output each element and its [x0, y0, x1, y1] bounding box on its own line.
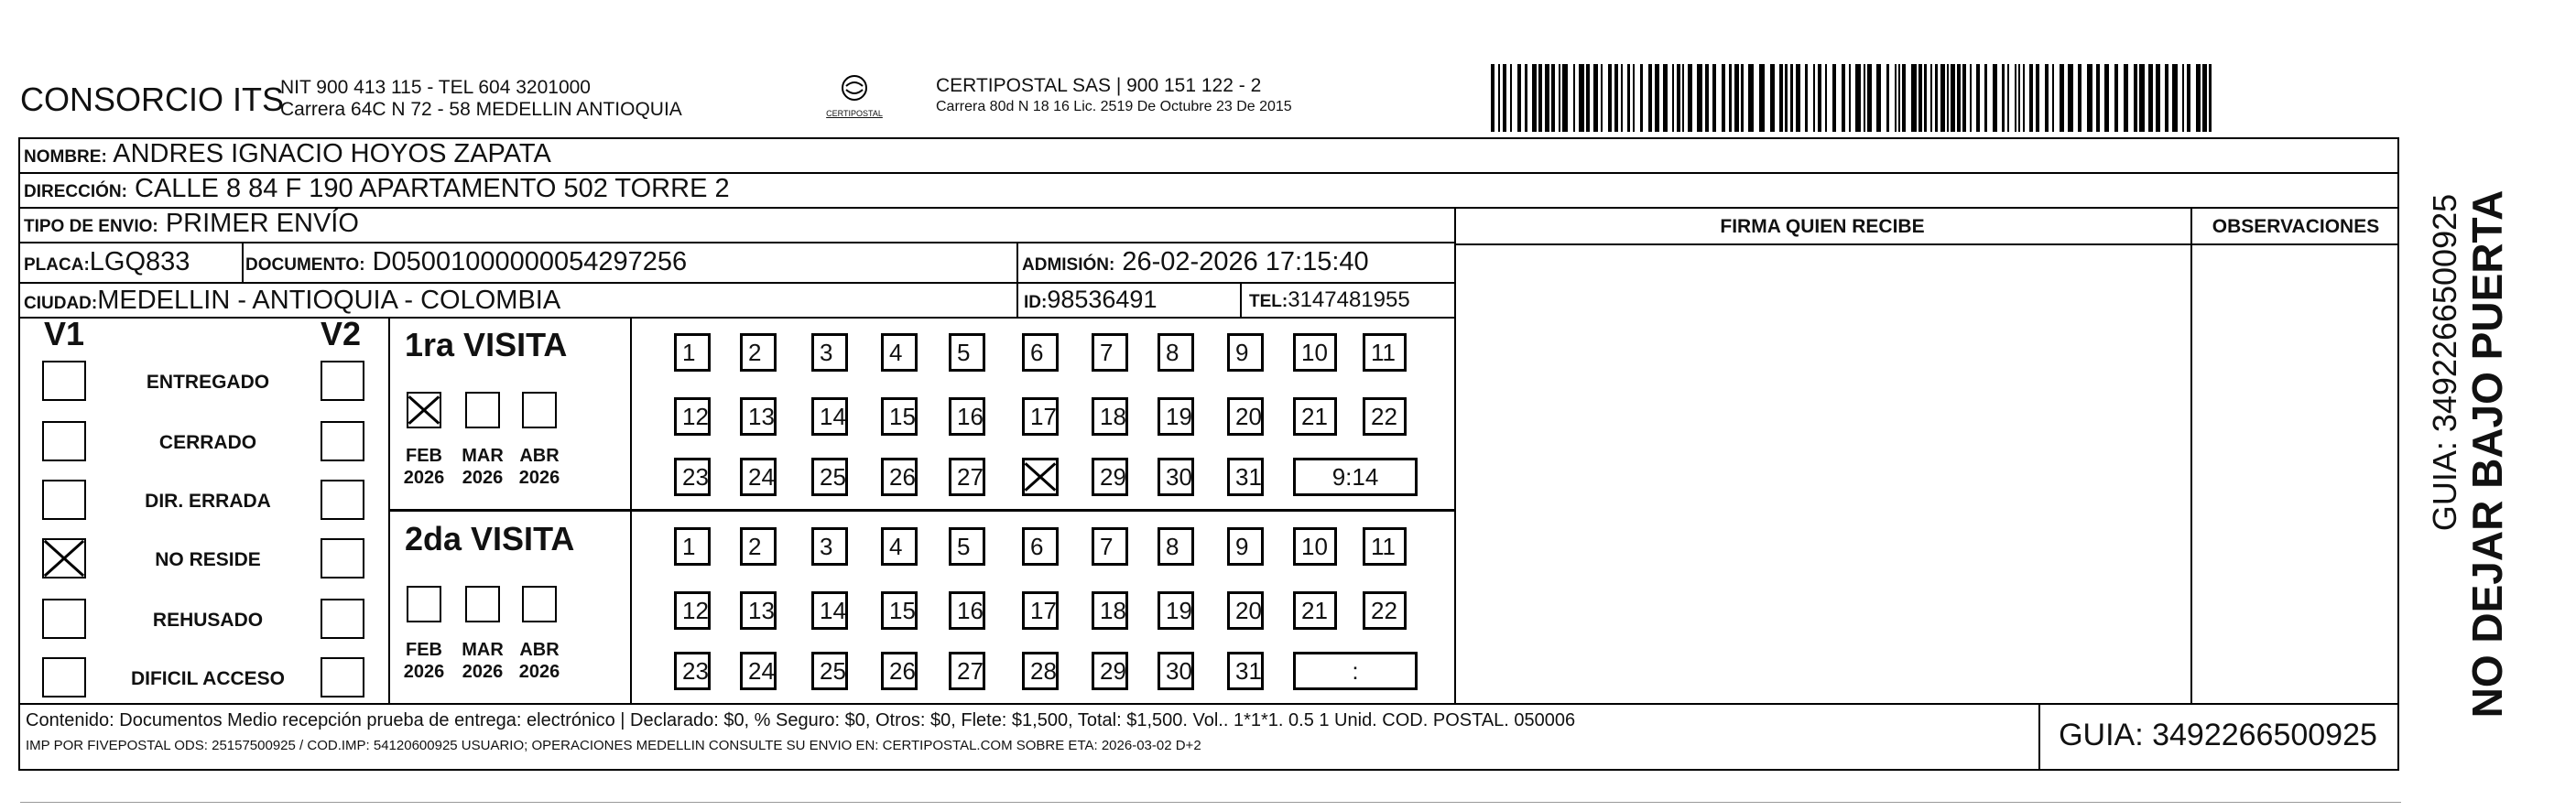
- month-name: MAR: [462, 446, 504, 466]
- barcode-bar: [1779, 64, 1783, 132]
- placa-value: LGQ833: [89, 247, 190, 276]
- status-label: CERRADO: [158, 432, 257, 453]
- barcode-bar: [1855, 64, 1861, 132]
- barcode-bar: [1895, 64, 1897, 132]
- barcode-bar: [1911, 64, 1917, 132]
- day-box[interactable]: [1022, 458, 1059, 496]
- barcode-bar: [2187, 64, 2190, 132]
- barcode-bar: [1593, 64, 1598, 132]
- barcode-bar: [1705, 64, 1709, 132]
- barcode-bar: [1640, 64, 1643, 132]
- barcode-bar: [1562, 64, 1568, 132]
- day-box[interactable]: 11: [1363, 333, 1407, 372]
- day-box[interactable]: 18: [1092, 591, 1128, 630]
- visit-divider: [388, 509, 1454, 512]
- day-box[interactable]: 23: [674, 458, 711, 496]
- barcode-bar: [1832, 64, 1836, 132]
- barcode-bar: [2182, 64, 2184, 132]
- v2-checkbox[interactable]: [321, 480, 364, 520]
- barcode-bar: [1864, 64, 1865, 132]
- barcode-bar: [1559, 64, 1560, 132]
- day-box[interactable]: 19: [1158, 591, 1194, 630]
- barcode-bar: [2209, 64, 2212, 132]
- row-placa: PLACA:LGQ833 DOCUMENTO: D05001000000054297256 ADMISIÓN: 26-02-2026 17:15:40: [20, 243, 1456, 284]
- month-name: FEB: [406, 640, 442, 660]
- day-box[interactable]: 3: [811, 333, 848, 372]
- barcode-bar: [2114, 64, 2118, 132]
- day-box[interactable]: 5: [949, 333, 985, 372]
- day-box[interactable]: 28: [1022, 652, 1059, 690]
- day-box[interactable]: 21: [1293, 397, 1337, 436]
- month-name: ABR: [519, 640, 560, 660]
- company-info: [280, 77, 682, 121]
- barcode-bar: [1785, 64, 1788, 132]
- status-label: DIFICIL ACCESO: [130, 668, 285, 689]
- day-box[interactable]: 25: [811, 652, 848, 690]
- id-value: 98536491: [1047, 286, 1158, 313]
- day-box[interactable]: 15: [881, 397, 918, 436]
- day-box[interactable]: 29: [1092, 458, 1128, 496]
- day-box[interactable]: 29: [1092, 652, 1128, 690]
- barcode-bar: [1545, 64, 1549, 132]
- barcode-bar: [1790, 64, 1793, 132]
- barcode-bar: [1573, 64, 1575, 132]
- month-name: ABR: [519, 446, 560, 466]
- barcode-bar: [1993, 64, 1997, 132]
- month-name: FEB: [406, 446, 442, 466]
- day-box[interactable]: 17: [1022, 591, 1059, 630]
- barcode-bar: [1601, 64, 1603, 132]
- day-box[interactable]: 4: [881, 333, 918, 372]
- barcode-bar: [1663, 64, 1668, 132]
- day-box[interactable]: 21: [1293, 591, 1337, 630]
- day-box[interactable]: 5: [949, 527, 985, 566]
- certipostal-info: [936, 75, 1292, 117]
- status-label: REHUSADO: [152, 610, 264, 631]
- barcode-bar: [1608, 64, 1612, 132]
- row-nombre: NOMBRE: ANDRES IGNACIO HOYOS ZAPATA: [20, 139, 2399, 174]
- day-box[interactable]: 19: [1158, 397, 1194, 436]
- month-label: [455, 445, 510, 489]
- month-label: [512, 445, 567, 489]
- day-box[interactable]: 31: [1227, 458, 1264, 496]
- barcode-bar: [2060, 64, 2064, 132]
- barcode-bar: [1902, 64, 1906, 132]
- day-box[interactable]: 7: [1092, 333, 1128, 372]
- barcode-bar: [1849, 64, 1851, 132]
- day-box[interactable]: 20: [1227, 397, 1264, 436]
- barcode-bar: [1842, 64, 1845, 132]
- barcode-bar: [2018, 64, 2020, 132]
- barcode-bar: [1805, 64, 1808, 132]
- barcode-bar: [1532, 64, 1537, 132]
- day-box[interactable]: 22: [1363, 591, 1407, 630]
- v1-checkbox[interactable]: [42, 657, 86, 697]
- barcode-bar: [2023, 64, 2025, 132]
- barcode-bar: [1579, 64, 1584, 132]
- day-box[interactable]: 26: [881, 652, 918, 690]
- logo-icon: [836, 73, 873, 104]
- barcode-bar: [1898, 64, 1900, 132]
- day-box[interactable]: 16: [949, 397, 985, 436]
- barcode-bar: [1729, 64, 1732, 132]
- day-box[interactable]: 1: [674, 333, 711, 372]
- direccion-value: CALLE 8 84 F 190 APARTAMENTO 502 TORRE 2: [135, 174, 730, 203]
- day-box[interactable]: 22: [1363, 397, 1407, 436]
- time-box[interactable]: 9:14: [1293, 458, 1418, 496]
- tipo-value: PRIMER ENVÍO: [165, 209, 359, 238]
- v2-checkbox[interactable]: [321, 361, 364, 401]
- day-box[interactable]: 8: [1158, 333, 1194, 372]
- barcode-bar: [2036, 64, 2039, 132]
- v2-checkbox[interactable]: [321, 538, 364, 579]
- barcode-bar: [1984, 64, 1987, 132]
- day-box[interactable]: 11: [1363, 527, 1407, 566]
- barcode-bar: [1551, 64, 1555, 132]
- barcode-bar: [1734, 64, 1739, 132]
- barcode-bar: [1697, 64, 1702, 132]
- barcode-bar: [2045, 64, 2049, 132]
- barcode-bar: [1796, 64, 1800, 132]
- footer-imp: IMP POR FIVEPOSTAL ODS: 25157500925 / COD.IMP: 54120600925 USUARIO; OPERACIONES MEDELLIN CONSULTE SU ENVIO EN: CERTIPOSTAL.COM SOBRE ETA: 2026-03-02 D+2: [26, 738, 1201, 753]
- side-divider: [2397, 137, 2399, 771]
- barcode-bar: [1510, 64, 1512, 132]
- certipostal-name: CERTIPOSTAL SAS | 900 151 122 - 2: [936, 75, 1262, 96]
- barcode-bar: [1627, 64, 1630, 132]
- day-box[interactable]: 25: [811, 458, 848, 496]
- day-box[interactable]: 2: [740, 527, 777, 566]
- day-box[interactable]: 12: [674, 397, 711, 436]
- v1-label: V1: [44, 315, 85, 352]
- day-box[interactable]: 4: [881, 527, 918, 566]
- month-checkbox[interactable]: [465, 586, 500, 622]
- day-box[interactable]: 6: [1022, 527, 1059, 566]
- barcode: [1491, 64, 2223, 132]
- day-box[interactable]: 8: [1158, 527, 1194, 566]
- top-edge-marks: [1703, 0, 2399, 5]
- month-label: [455, 639, 510, 683]
- barcode-bar: [1924, 64, 1927, 132]
- barcode-bar: [2052, 64, 2054, 132]
- v1-checkbox[interactable]: [42, 480, 86, 520]
- barcode-bar: [1947, 64, 1949, 132]
- barcode-bar: [2139, 64, 2145, 132]
- v1-checkbox[interactable]: [42, 361, 86, 401]
- month-checkbox[interactable]: [522, 392, 557, 428]
- barcode-bar: [1813, 64, 1815, 132]
- certipostal-address: Carrera 80d N 18 16 Lic. 2519 De Octubre 23 De 2015: [936, 99, 1292, 114]
- observaciones-label: OBSERVACIONES: [2212, 216, 2380, 237]
- certipostal-logo: [813, 73, 896, 124]
- month-checkbox[interactable]: [407, 392, 441, 428]
- barcode-bar: [1682, 64, 1684, 132]
- month-year: 2026: [462, 662, 504, 682]
- barcode-bar: [1770, 64, 1775, 132]
- company-name: CONSORCIO ITS: [20, 81, 285, 118]
- barcode-bar: [1930, 64, 1932, 132]
- barcode-bar: [2196, 64, 2201, 132]
- v1-checkbox[interactable]: [42, 599, 86, 639]
- barcode-bar: [1876, 64, 1881, 132]
- day-box[interactable]: 10: [1293, 333, 1337, 372]
- day-box[interactable]: 2: [740, 333, 777, 372]
- barcode-bar: [1951, 64, 1955, 132]
- barcode-bar: [1655, 64, 1659, 132]
- row-ciudad: CIUDAD:MEDELLIN - ANTIOQUIA - COLOMBIA ID:98536491 TEL:3147481955: [20, 284, 1456, 319]
- barcode-bar: [2165, 64, 2168, 132]
- status-label: ENTREGADO: [146, 372, 270, 393]
- barcode-bar: [2078, 64, 2081, 132]
- barcode-bar: [2015, 64, 2016, 132]
- firma-label: FIRMA QUIEN RECIBE: [1720, 216, 1925, 237]
- barcode-bar: [1538, 64, 1542, 132]
- barcode-bar: [2104, 64, 2109, 132]
- ciudad-value: MEDELLIN - ANTIOQUIA - COLOMBIA: [97, 286, 561, 315]
- barcode-bar: [2134, 64, 2137, 132]
- v2-checkbox[interactable]: [321, 657, 364, 697]
- side-guia: GUIA: 3492266500925: [2426, 193, 2463, 532]
- status-label: DIR. ERRADA: [145, 491, 271, 512]
- barcode-bar: [2172, 64, 2178, 132]
- day-box[interactable]: 27: [949, 652, 985, 690]
- barcode-bar: [1970, 64, 1972, 132]
- barcode-bar: [1498, 64, 1500, 132]
- firma-header-line: [1454, 243, 2397, 245]
- barcode-bar: [1886, 64, 1889, 132]
- row-tipo: TIPO DE ENVIO: PRIMER ENVÍO: [20, 209, 1456, 243]
- barcode-bar: [2124, 64, 2128, 132]
- month-year: 2026: [403, 468, 445, 488]
- day-box[interactable]: 9: [1227, 527, 1264, 566]
- day-box[interactable]: 13: [740, 397, 777, 436]
- barcode-bar: [2156, 64, 2160, 132]
- tel-divider: [1240, 284, 1242, 319]
- v1-checkbox[interactable]: [42, 538, 86, 579]
- v1-checkbox[interactable]: [42, 421, 86, 461]
- day-box[interactable]: 7: [1092, 527, 1128, 566]
- day-box[interactable]: 23: [674, 652, 711, 690]
- month-checkbox[interactable]: [407, 586, 441, 622]
- v2-checkbox[interactable]: [321, 421, 364, 461]
- tel-value: 3147481955: [1288, 287, 1410, 312]
- barcode-bar: [1712, 64, 1716, 132]
- day-box[interactable]: 26: [881, 458, 918, 496]
- time-box[interactable]: :: [1293, 652, 1418, 690]
- month-checkbox[interactable]: [465, 392, 500, 428]
- barcode-bar: [1867, 64, 1872, 132]
- day-box[interactable]: 14: [811, 397, 848, 436]
- barcode-bar: [1621, 64, 1623, 132]
- day-box[interactable]: 9: [1227, 333, 1264, 372]
- day-box[interactable]: 24: [740, 652, 777, 690]
- barcode-bar: [1962, 64, 1966, 132]
- month-label: [397, 639, 451, 683]
- barcode-bar: [1748, 64, 1754, 132]
- day-box[interactable]: 12: [674, 591, 711, 630]
- day-box[interactable]: 6: [1022, 333, 1059, 372]
- v2-checkbox[interactable]: [321, 599, 364, 639]
- barcode-bar: [1957, 64, 1961, 132]
- barcode-bar: [1586, 64, 1590, 132]
- documento-value: D05001000000054297256: [372, 247, 688, 276]
- status-label: NO RESIDE: [155, 549, 261, 570]
- barcode-bar: [1672, 64, 1674, 132]
- nombre-value: ANDRES IGNACIO HOYOS ZAPATA: [113, 139, 551, 168]
- day-box[interactable]: 10: [1293, 527, 1337, 566]
- admision-value: 26-02-2026 17:15:40: [1122, 247, 1369, 276]
- day-box[interactable]: 13: [740, 591, 777, 630]
- month-name: MAR: [462, 640, 504, 660]
- barcode-bar: [1759, 64, 1765, 132]
- barcode-bar: [1741, 64, 1744, 132]
- footer-content: Contenido: Documentos Medio recepción prueba de entrega: electrónico | Declarado: $0, % Seguro: $0, Otros: $0, Flete: $1,500, Total: $1,500. Vol.. 1*1*1. 0.5 1 Unid. COD. POSTAL. 050006: [26, 710, 1576, 730]
- month-year: 2026: [518, 662, 560, 682]
- barcode-bar: [1935, 64, 1938, 132]
- v2-label: V2: [321, 315, 362, 352]
- day-box[interactable]: 14: [811, 591, 848, 630]
- day-box[interactable]: 18: [1092, 397, 1128, 436]
- month-year: 2026: [403, 662, 445, 682]
- obs-divider: [2190, 209, 2192, 703]
- barcode-bar: [1677, 64, 1680, 132]
- barcode-bar: [2029, 64, 2033, 132]
- barcode-bar: [2002, 64, 2005, 132]
- month-label: [512, 639, 567, 683]
- footer-guia: GUIA: 3492266500925: [2059, 718, 2377, 752]
- barcode-bar: [2068, 64, 2073, 132]
- company-address: Carrera 64C N 72 - 58 MEDELLIN ANTIOQUIA: [280, 99, 682, 120]
- day-box[interactable]: 30: [1158, 458, 1194, 496]
- barcode-bar: [1633, 64, 1635, 132]
- day-box[interactable]: 17: [1022, 397, 1059, 436]
- barcode-bar: [1940, 64, 1945, 132]
- barcode-bar: [1517, 64, 1521, 132]
- barcode-bar: [1918, 64, 1922, 132]
- logo-text: CERTIPOSTAL: [826, 109, 883, 118]
- row-direccion: DIRECCIÓN: CALLE 8 84 F 190 APARTAMENTO 502 TORRE 2: [20, 174, 2399, 209]
- firma-divider: [1454, 209, 1456, 703]
- barcode-bar: [1614, 64, 1618, 132]
- barcode-bar: [2087, 64, 2092, 132]
- barcode-bar: [2148, 64, 2153, 132]
- barcode-bar: [1491, 64, 1495, 132]
- scan-line: [20, 802, 2401, 803]
- day-box[interactable]: 30: [1158, 652, 1194, 690]
- visit2-title: 2da VISITA: [405, 520, 575, 557]
- barcode-bar: [1688, 64, 1692, 132]
- day-box[interactable]: 16: [949, 591, 985, 630]
- day-box[interactable]: 31: [1227, 652, 1264, 690]
- barcode-bar: [2096, 64, 2100, 132]
- month-year: 2026: [462, 468, 504, 488]
- visit1-title: 1ra VISITA: [405, 326, 568, 363]
- month-checkbox[interactable]: [522, 586, 557, 622]
- barcode-bar: [1648, 64, 1652, 132]
- barcode-bar: [2007, 64, 2009, 132]
- month-label: [397, 445, 451, 489]
- barcode-bar: [1722, 64, 1725, 132]
- barcode-bar: [1976, 64, 1980, 132]
- footer-line: [20, 703, 2399, 705]
- barcode-bar: [1525, 64, 1527, 132]
- barcode-bar: [1818, 64, 1821, 132]
- day-box[interactable]: 24: [740, 458, 777, 496]
- day-box[interactable]: 1: [674, 527, 711, 566]
- side-title: NO DEJAR BAJO PUERTA: [2463, 189, 2511, 719]
- placa-divider: [242, 243, 244, 284]
- day-box[interactable]: 15: [881, 591, 918, 630]
- barcode-bar: [2202, 64, 2207, 132]
- barcode-bar: [1825, 64, 1827, 132]
- day-box[interactable]: 20: [1227, 591, 1264, 630]
- day-box[interactable]: 27: [949, 458, 985, 496]
- month-year: 2026: [518, 468, 560, 488]
- company-nit: NIT 900 413 115 - TEL 604 3201000: [280, 77, 591, 98]
- day-box[interactable]: 3: [811, 527, 848, 566]
- barcode-bar: [1503, 64, 1506, 132]
